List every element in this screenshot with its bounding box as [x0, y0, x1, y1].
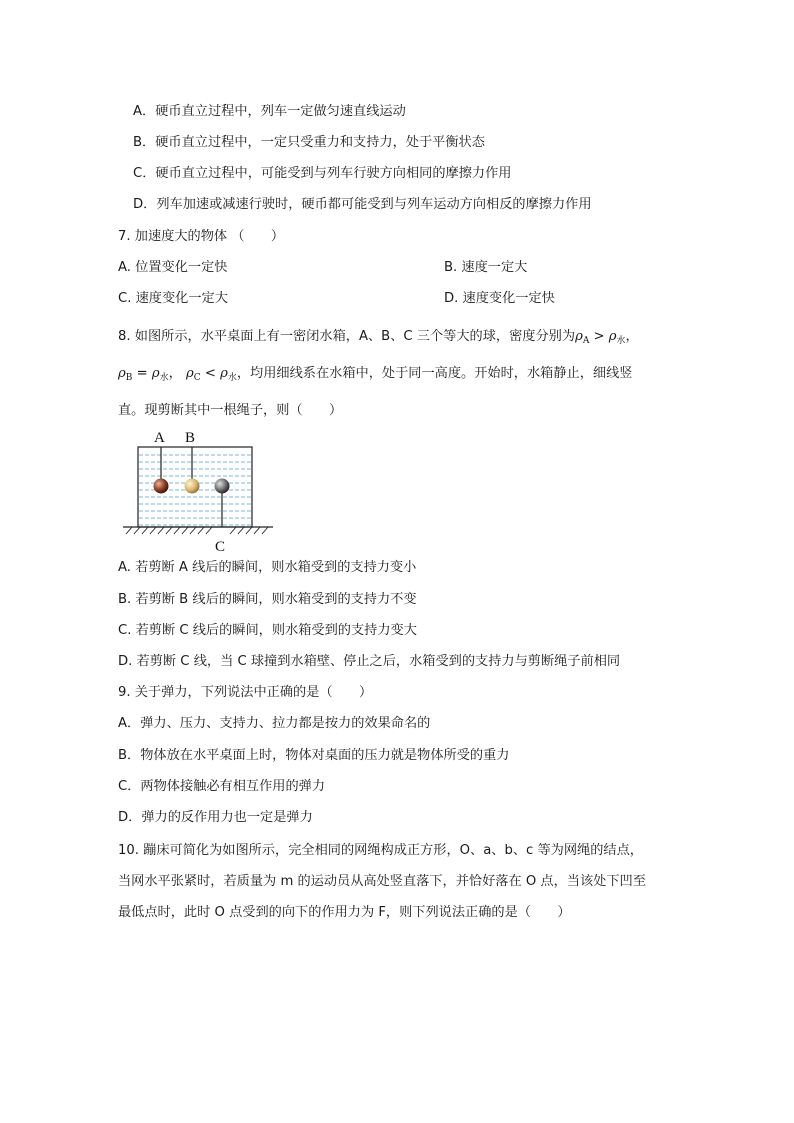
q8-stem-line-3: 直。现剪断其中一根绳子，则（ ） [118, 403, 343, 418]
ball-b [185, 479, 200, 494]
rho-water-3: $\rho_水$ [220, 366, 237, 383]
q8-stem-tail: ，均用细线系在水箱中，处于同一高度。开始时，水箱静止，细线竖 [236, 366, 633, 381]
q7-option-b: B. 速度一定大 [444, 260, 528, 275]
eq-sign: = [132, 366, 152, 381]
q6-option-c: C．硬币直立过程中，可能受到与列车行驶方向相同的摩擦力作用 [133, 166, 512, 181]
q10-line-1: 10. 蹦床可简化为如图所示，完全相同的网绳构成正方形，O、a、b、c 等为网绳的结点， [118, 843, 643, 858]
rho-b: $\rho_B$ [118, 366, 133, 383]
q7-stem: 7. 加速度大的物体 （ ） [118, 229, 285, 244]
rho-water: $\rho_水$ [608, 329, 626, 346]
q6-option-d: D．列车加速或减速行驶时，硬币都可能受到与列车运动方向相反的摩擦力作用 [133, 197, 592, 212]
q8-stem-text: 8. 如图所示，水平桌面上有一密闭水箱，A、B、C 三个等大的球，密度分别为 [118, 329, 576, 344]
q6-option-a: A．硬币直立过程中，列车一定做匀速直线运动 [133, 104, 406, 119]
gt-sign: > [589, 329, 609, 344]
q10-line-3: 最低点时，此时 O 点受到的向下的作用力为 F，则下列说法正确的是（ ） [118, 905, 571, 920]
water-tank-figure [118, 427, 278, 557]
q8-option-b: B. 若剪断 B 线后的瞬间，则水箱受到的支持力不变 [118, 592, 417, 607]
rho-c: $\rho_C$ [186, 366, 201, 383]
q8-stem-line-1 [118, 328, 639, 350]
q6-option-b: B．硬币直立过程中，一定只受重力和支持力，处于平衡状态 [133, 135, 485, 150]
q7-option-d: D. 速度变化一定快 [444, 291, 555, 306]
q7-option-c: C. 速度变化一定大 [118, 291, 228, 306]
label-c: C [215, 539, 226, 555]
comma: ， [625, 329, 639, 344]
ball-c [215, 479, 230, 494]
label-a: A [154, 430, 165, 446]
q9-stem: 9. 关于弹力，下列说法中正确的是（ ） [118, 685, 373, 700]
q9-option-a: A．弹力、压力、支持力、拉力都是按力的效果命名的 [118, 716, 431, 731]
q10-line-2: 当网水平张紧时，若质量为 m 的运动员从高处竖直落下，并恰好落在 O 点，当该处下凹至 [118, 874, 646, 889]
lt-sign: < [200, 366, 221, 381]
q9-option-d: D．弹力的反作用力也一定是弹力 [118, 810, 313, 825]
q9-option-b: B．物体放在水平桌面上时，物体对桌面的压力就是物体所受的重力 [118, 748, 510, 763]
ball-a [154, 479, 169, 494]
rho-a: $\rho_A$ [575, 329, 590, 346]
q8-option-d: D. 若剪断 C 线，当 C 球撞到水箱壁、停止之后，水箱受到的支持力与剪断绳子前相同 [118, 654, 621, 669]
label-b: B [185, 430, 196, 446]
q8-option-a: A. 若剪断 A 线后的瞬间，则水箱受到的支持力变小 [118, 560, 417, 575]
q9-option-c: C．两物体接触必有相互作用的弹力 [118, 779, 326, 794]
q8-option-c: C. 若剪断 C 线后的瞬间，则水箱受到的支持力变大 [118, 623, 417, 638]
ground-hatch [126, 527, 268, 534]
rho-water-2: $\rho_水$ [151, 366, 169, 383]
q8-stem-line-2 [118, 365, 633, 387]
q7-option-a: A. 位置变化一定快 [118, 260, 228, 275]
comma: ， [168, 366, 186, 381]
